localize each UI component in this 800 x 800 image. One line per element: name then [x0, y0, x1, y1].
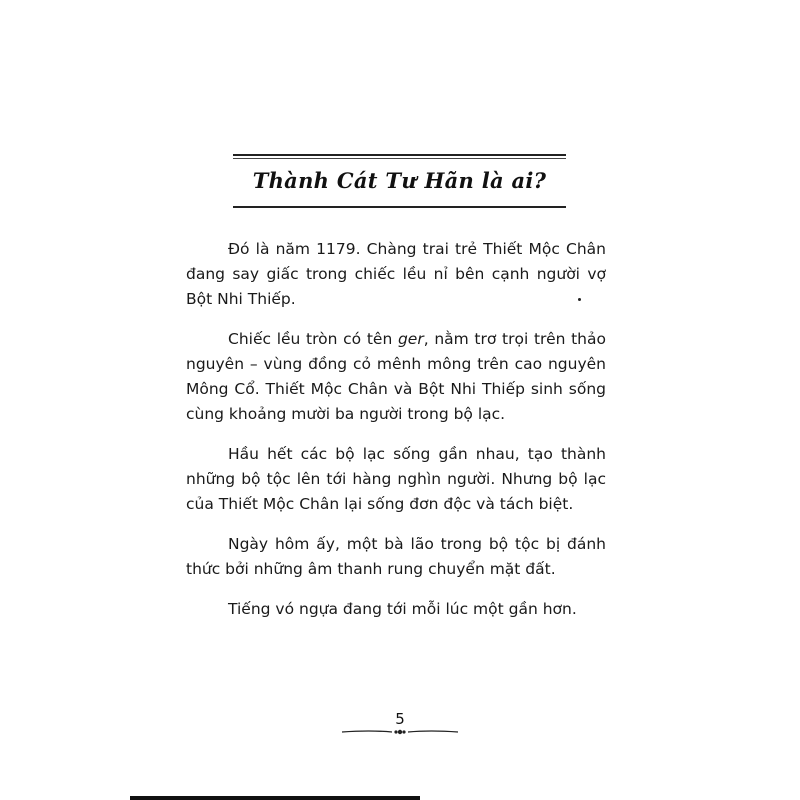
italic-word: ger: [397, 330, 424, 348]
paragraph-2: Chiếc lều tròn có tên ger, nằm trơ trọi trên thảo nguyên – vùng đồng cỏ mênh mông trên cao nguyên Mông Cổ. Thiết Mộc Chân và Bột Nhi Thiếp sinh sống cùng khoảng mười ba người trong bộ lạc.: [186, 330, 606, 423]
page-number: 5: [395, 710, 405, 728]
paragraph-4: Ngày hôm ấy, một bà lão trong bộ tộc bị đánh thức bởi những âm thanh rung chuyển mặt đất.: [186, 535, 606, 578]
paragraph-3: Hầu hết các bộ lạc sống gần nhau, tạo thành những bộ tộc lên tới hàng nghìn người. Nhưng bộ lạc của Thiết Mộc Chân lại sống đơn độc và tách biệt.: [186, 445, 606, 513]
title-rule-top: [233, 154, 566, 156]
body-text: [186, 237, 606, 637]
page-ornament-icon: [340, 727, 460, 737]
title-rule-bottom: [233, 206, 566, 208]
scan-edge-artifact: [130, 796, 420, 800]
ink-speck: [578, 298, 581, 301]
title-rule-top-thin: [233, 158, 566, 159]
paragraph-5: Tiếng vó ngựa đang tới mỗi lúc một gần hơn.: [228, 600, 577, 618]
paragraph-1: Đó là năm 1179. Chàng trai trẻ Thiết Mộc Chân đang say giấc trong chiếc lều nỉ bên cạnh người vợ Bột Nhi Thiếp.: [186, 240, 606, 308]
chapter-title: Thành Cát Tư Hãn là ai?: [252, 168, 547, 193]
